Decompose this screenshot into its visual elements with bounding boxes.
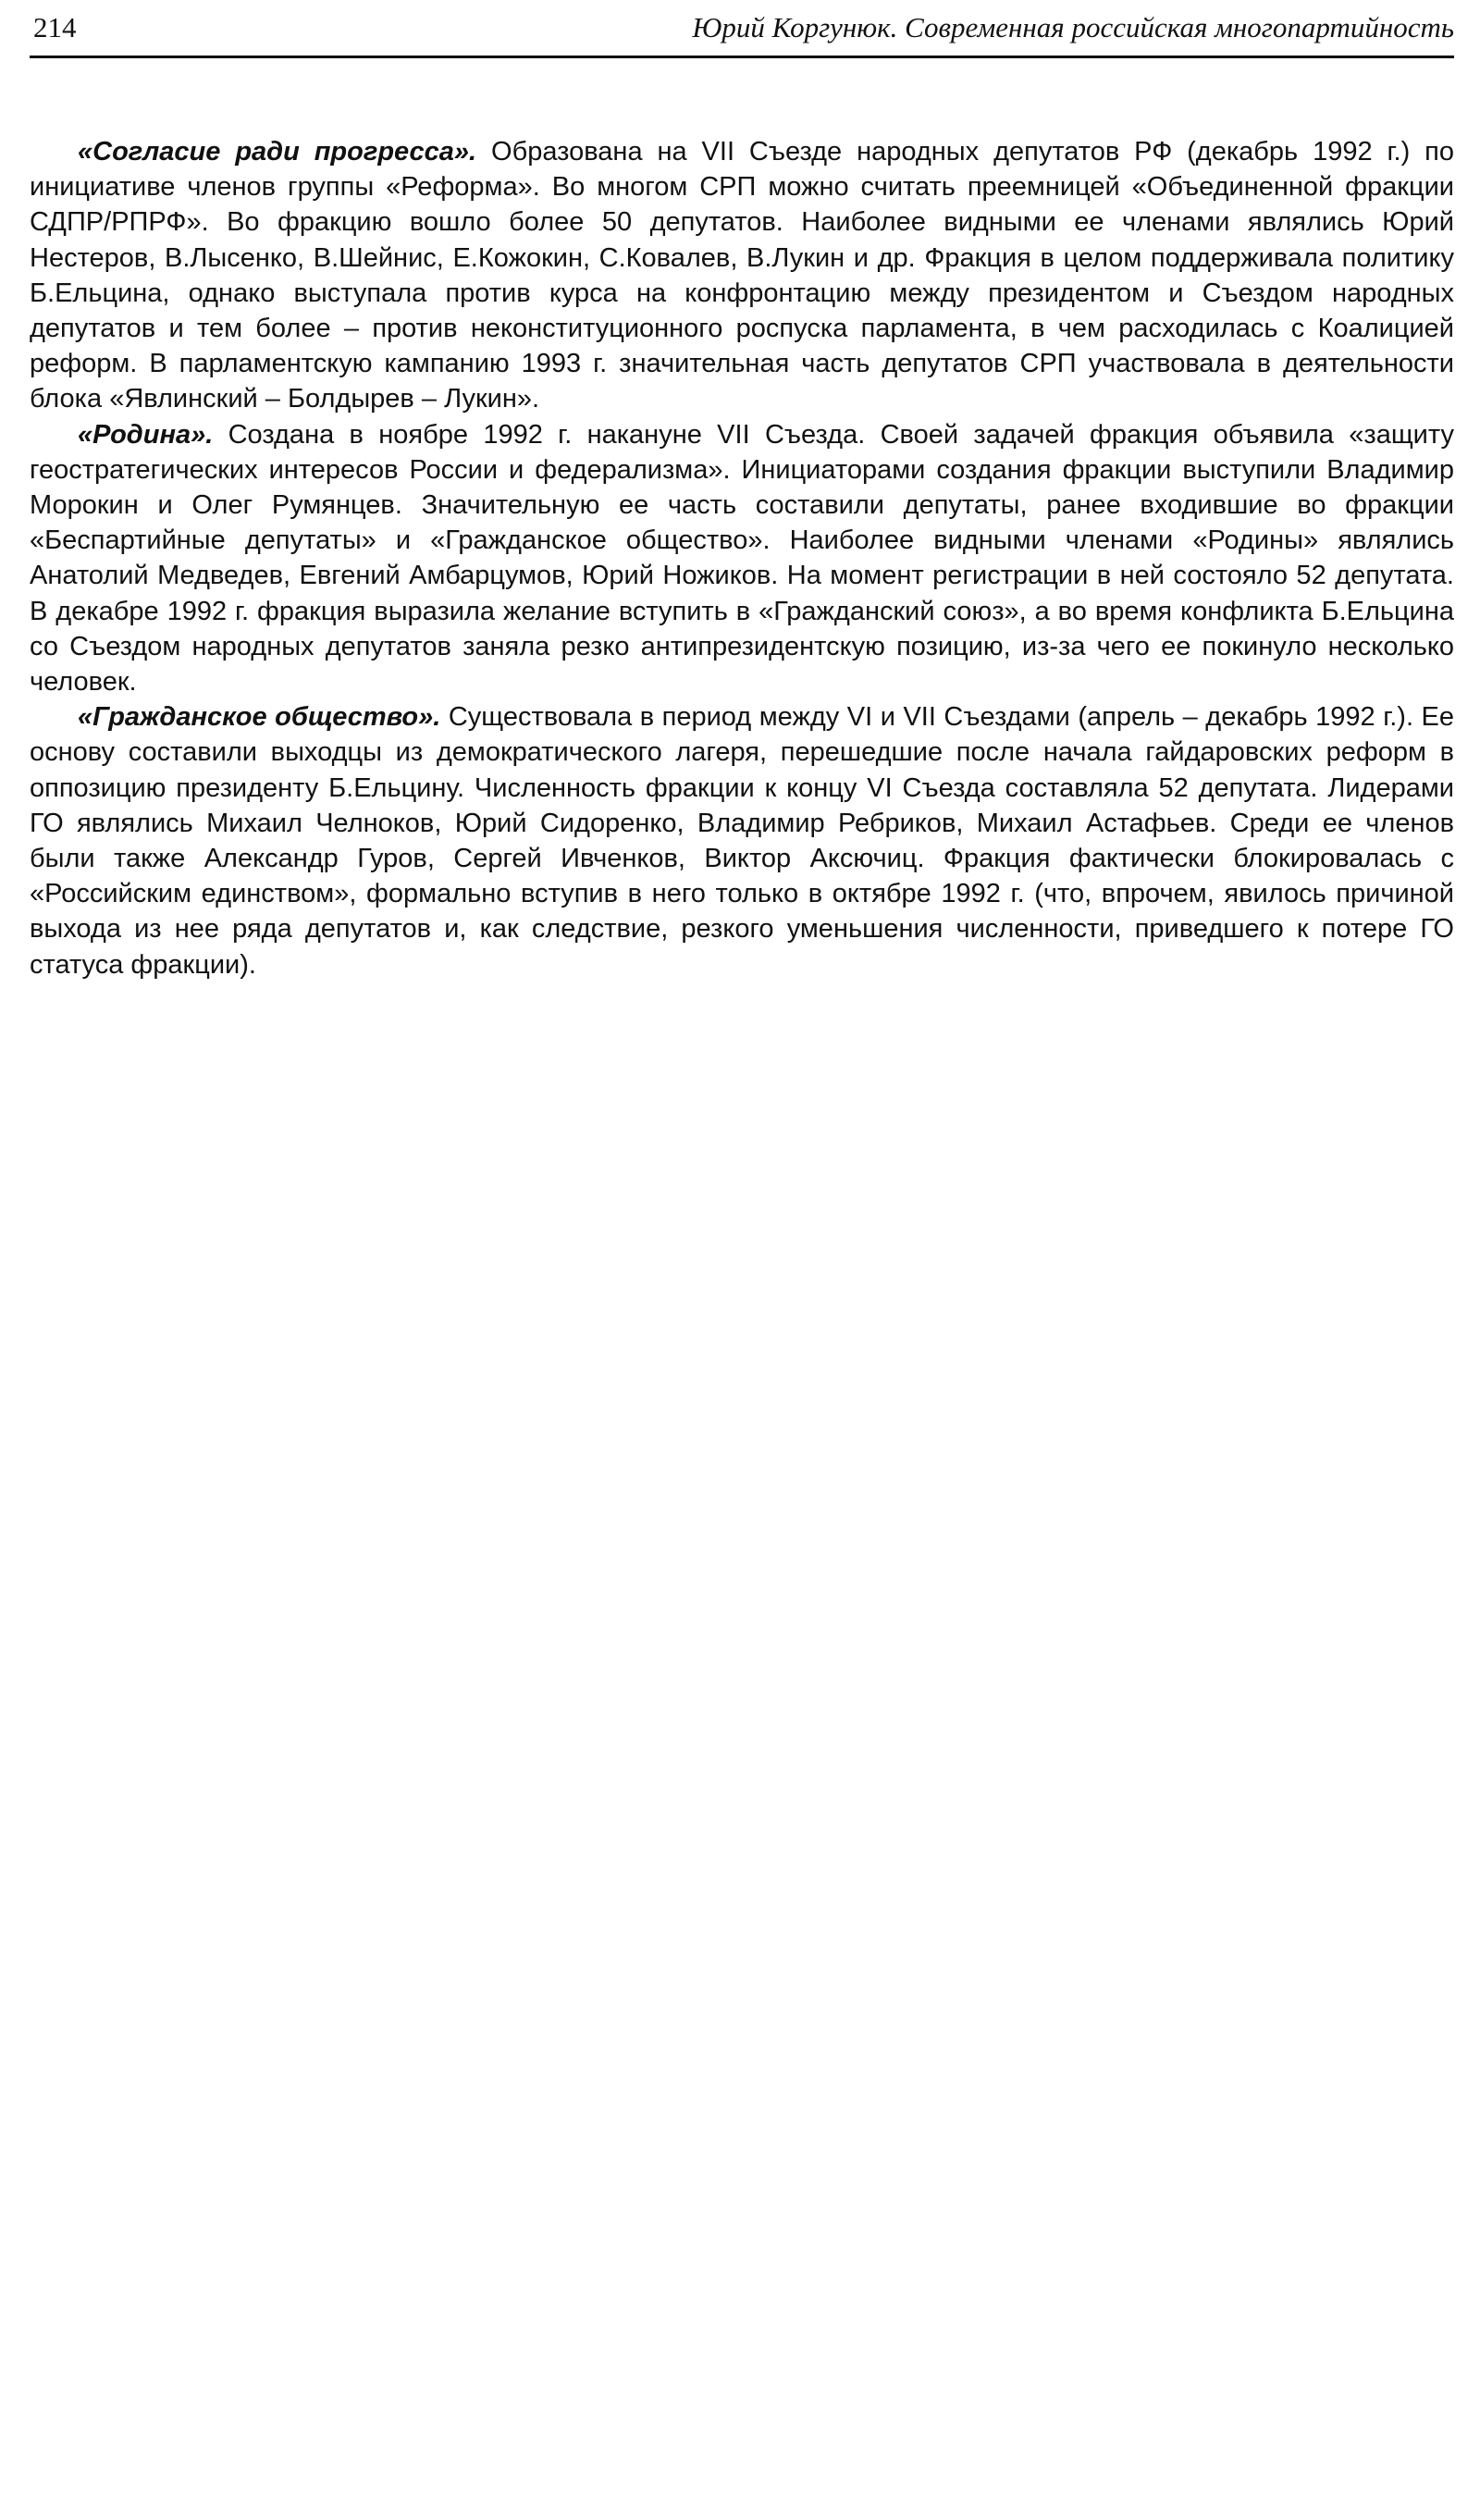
body-text — [30, 134, 1454, 982]
paragraph-heading: «Гражданское общество». — [78, 702, 441, 733]
paragraph-heading: «Родина». — [78, 419, 214, 450]
page-number: 214 — [33, 11, 77, 43]
paragraph-grazhdanskoe — [30, 699, 1454, 982]
running-header — [30, 0, 1454, 58]
paragraph-text: Образована на VII Съезде народных депутатов РФ (декабрь 1992 г.) по инициативе членов группы «Реформа». Во многом СРП можно считать преемницей «Объединенной фракции СДПР/РПРФ». Во фракцию вошло более 50 депутатов. Наиболее видными ее членами являлись Юрий Нестеров, В.Лысенко, В.Шейнис, Е.Кожокин, С.Ковалев, В.Лукин и др. Фракция в целом поддерживала политику Б.Ельцина, однако выступала против курса на конфронтацию между президентом и Съездом народных депутатов и тем более – против неконституционного роспуска парламента, в чем расходилась с Коалицией реформ. В парламентскую кампанию 1993 г. значительная часть депутатов СРП участвовала в деятельности блока «Явлинский – Болдырев – Лукин». — [30, 137, 1455, 414]
paragraph-soglasie — [30, 134, 1454, 417]
paragraph-rodina — [30, 417, 1454, 700]
paragraph-heading: «Согласие ради прогресса». — [78, 137, 477, 167]
paragraph-text: Создана в ноябре 1992 г. накануне VII Съезда. Своей задачей фракция объявила «защиту геостратегических интересов России и федерализма». Инициаторами создания фракции выступили Владимир Морокин и Олег Румянцев. Значительную ее часть составили депутаты, ранее входившие во фракции «Беспартийные депутаты» и «Гражданское общество». Наиболее видными членами «Родины» являлись Анатолий Медведев, Евгений Амбарцумов, Юрий Ножиков. На момент регистрации в ней состояло 52 депутата. В декабре 1992 г. фракция выразила желание вступить в «Гражданский союз», а во время конфликта Б.Ельцина со Съездом народных депутатов заняла резко антипрезидентскую позицию, из-за чего ее покинуло несколько человек. — [30, 419, 1454, 698]
book-page — [30, 0, 1454, 982]
paragraph-text: Существовала в период между VI и VII Съездами (апрель – декабрь 1992 г.). Ее основу составили выходцы из демократического лагеря, перешедшие после начала гайдаровских реформ в оппозицию президенту Б.Ельцину. Численность фракции к концу VI Съезда составляла 52 депутата. Лидерами ГО являлись Михаил Челноков, Юрий Сидоренко, Владимир Ребриков, Михаил Астафьев. Среди ее членов были также Александр Гуров, Сергей Ивченков, Виктор Аксючиц. Фракция фактически блокировалась с «Российским единством», формально вступив в него только в октябре 1992 г. (что, впрочем, явилось причиной выхода из нее ряда депутатов и, как следствие, резкого уменьшения численности, приведшего к потере ГО статуса фракции). — [30, 702, 1455, 980]
running-title: Юрий Коргунюк. Современная российская многопартийность — [692, 11, 1454, 43]
